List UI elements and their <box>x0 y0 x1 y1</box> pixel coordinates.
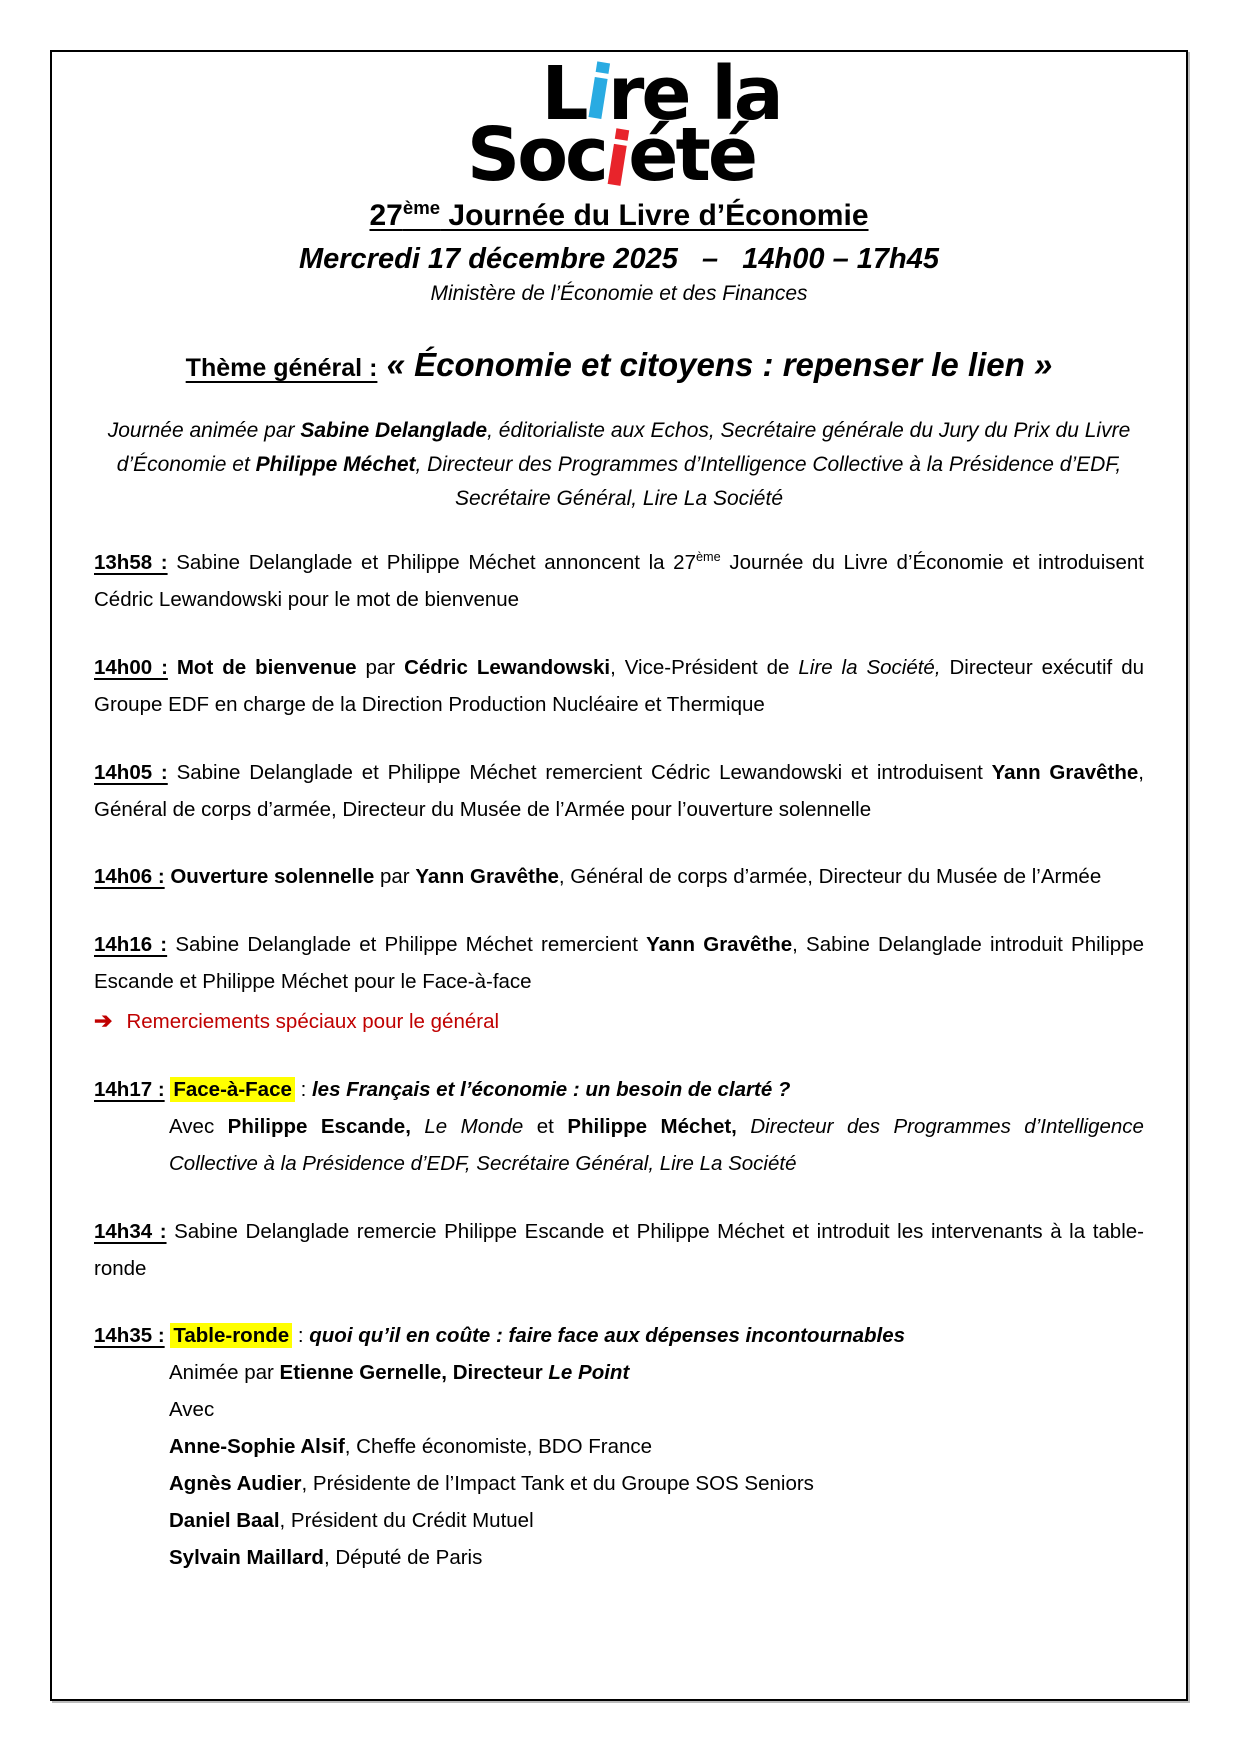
lire-la-societe-logo <box>94 48 1144 204</box>
person-name: Cédric Lewandowski <box>404 655 611 679</box>
schedule-entry-14h06 <box>94 859 1144 896</box>
text-segment: : <box>294 1078 312 1102</box>
time-label: 14h35 : <box>94 1324 165 1348</box>
text-segment: par <box>374 865 416 889</box>
time-label: 14h16 : <box>94 933 168 957</box>
highlighted-session-title: Table-ronde <box>170 1323 292 1348</box>
schedule-entry-14h16 <box>94 927 1144 1041</box>
theme-label: Thème général : <box>185 354 378 383</box>
moderators-intro-paragraph <box>76 414 1162 515</box>
participant-row <box>94 1429 1144 1466</box>
document-page <box>50 50 1188 1701</box>
text-segment: Le Point <box>548 1361 630 1385</box>
text-segment: Sabine Delanglade et Philippe Méchet remercient <box>167 933 647 957</box>
text-segment: Journée animée par <box>107 419 301 443</box>
logo-text: été <box>628 111 756 198</box>
text-segment: Avec <box>169 1114 228 1138</box>
theme-line <box>94 346 1144 384</box>
person-name: Yann Gravêthe <box>646 933 793 957</box>
person-name: Philippe Méchet <box>255 452 416 476</box>
schedule-entry-14h05 <box>94 755 1144 829</box>
text-segment: Lire la Société, <box>798 655 941 679</box>
text-segment: et <box>523 1114 568 1138</box>
time-label: 14h17 : <box>94 1078 165 1102</box>
event-date-time: Mercredi 17 décembre 2025 – 14h00 – 17h45 <box>298 243 939 276</box>
text-segment: Sabine Delanglade et Philippe Méchet annoncent la 27 <box>167 551 696 575</box>
logo-line-2 <box>86 111 1136 204</box>
text-segment: , Général de corps d’armée, Directeur du Musée de l’Armée pour l’ouverture solennelle <box>94 760 1144 821</box>
time-label: 14h00 : <box>94 655 168 679</box>
person-name: Agnès Audier <box>169 1472 302 1496</box>
text-segment: , Général de corps d’armée, Directeur du Musée de l’Armée <box>558 865 1102 889</box>
person-name: Yann Gravêthe <box>991 760 1139 784</box>
text-segment: : <box>292 1324 310 1348</box>
schedule-entry-14h00 <box>94 650 1144 724</box>
text-segment: , Directeur des Programmes d’Intelligence Collective à la Présidence d’EDF, Secrétaire Général, Lire La Société <box>415 452 1122 510</box>
logo-blue-i: i <box>579 48 615 138</box>
schedule-entry-14h34 <box>94 1214 1144 1288</box>
person-name: Sabine Delanglade <box>300 419 488 443</box>
highlighted-session-title: Face-à-Face <box>170 1077 295 1102</box>
right-arrow-icon: ➔ <box>94 1008 113 1034</box>
schedule-entry-14h17 <box>94 1072 1144 1183</box>
text-segment: Directeur des Programmes d’Intelligence Collective à la Présidence d’EDF, Secrétaire Général, Lire La Société <box>169 1114 1144 1175</box>
text-segment: , Vice-Président de <box>610 655 799 679</box>
title-rest: Journée du Livre d’Économie <box>440 199 869 233</box>
participant-row <box>94 1466 1144 1503</box>
title-ordinal-sup: ème <box>402 197 441 219</box>
text-segment: Le Monde <box>424 1114 524 1138</box>
logo-text: L <box>541 51 586 137</box>
text-segment: Ouverture solennelle <box>164 865 375 889</box>
participant-row <box>94 1540 1144 1577</box>
session-subtitle: quoi qu’il en coûte : faire face aux dépenses incontournables <box>309 1324 906 1348</box>
text-segment: , Sabine Delanglade introduit Philippe Escande et Philippe Méchet pour le Face-à-face <box>94 933 1144 994</box>
text-segment: , Président du Crédit Mutuel <box>279 1508 534 1532</box>
title-number: 27 <box>369 199 403 233</box>
text-segment: , Présidente de l’Impact Tank et du Groupe SOS Seniors <box>301 1472 814 1496</box>
session-participants <box>94 1109 1144 1183</box>
event-title-text <box>369 199 868 232</box>
schedule-entry-13h58 <box>94 545 1144 619</box>
person-name: Philippe Méchet, <box>567 1114 737 1138</box>
text-segment: Avec <box>169 1398 215 1422</box>
schedule-entry-14h35 <box>94 1318 1144 1576</box>
event-title <box>94 199 1144 233</box>
text-segment: Directeur exécutif du Groupe EDF en charge de la Direction Production Nucléaire et Thermique <box>94 655 1145 716</box>
session-subtitle: les Français et l’économie : un besoin de clarté ? <box>311 1078 791 1102</box>
time-label: 13h58 : <box>94 551 168 575</box>
text-segment: Sabine Delanglade remercie Philippe Escande et Philippe Méchet et introduit les intervenants à la table-ronde <box>94 1219 1144 1280</box>
participant-row <box>94 1503 1144 1540</box>
event-venue: Ministère de l’Économie et des Finances <box>430 282 808 306</box>
text-segment: Journée du Livre d’Économie et introduisent Cédric Lewandowski pour le mot de bienvenue <box>94 551 1145 612</box>
text-segment: Sabine Delanglade et Philippe Méchet remercient Cédric Lewandowski et introduisent <box>167 760 992 784</box>
text-segment: , éditorialiste aux Echos, Secrétaire générale du Jury du Prix du Livre d’Économie et <box>116 419 1131 476</box>
time-label: 14h06 : <box>94 865 165 889</box>
logo-text: Soc <box>466 111 606 198</box>
text-segment: Animée par <box>169 1361 280 1385</box>
ordinal-sup: ème <box>695 549 721 565</box>
note-text: Remerciements spéciaux pour le général <box>126 1010 500 1034</box>
person-name: Anne-Sophie Alsif <box>169 1435 345 1459</box>
text-segment: , Député de Paris <box>323 1545 483 1569</box>
text-segment: , Cheffe économiste, BDO France <box>344 1435 653 1459</box>
person-name: Etienne Gernelle, Directeur <box>279 1361 549 1385</box>
person-name: Sylvain Maillard <box>169 1545 324 1569</box>
time-label: 14h34 : <box>94 1219 167 1243</box>
schedule <box>94 545 1144 1577</box>
time-label: 14h05 : <box>94 760 168 784</box>
text-segment: Mot de bienvenue <box>167 655 357 679</box>
session-moderator <box>94 1355 1144 1392</box>
person-name: Philippe Escande, <box>227 1114 411 1138</box>
text-segment <box>737 1115 750 1138</box>
special-thanks-note <box>94 1001 1144 1041</box>
person-name: Yann Gravêthe <box>415 865 559 889</box>
logo-red-i: i <box>598 115 635 204</box>
text-segment <box>411 1115 424 1138</box>
participants-intro <box>94 1392 1144 1429</box>
logo-text: re la <box>607 51 781 137</box>
theme-quote: « Économie et citoyens : repenser le lien » <box>377 346 1053 384</box>
text-segment: par <box>356 655 405 679</box>
person-name: Daniel Baal <box>169 1508 280 1532</box>
